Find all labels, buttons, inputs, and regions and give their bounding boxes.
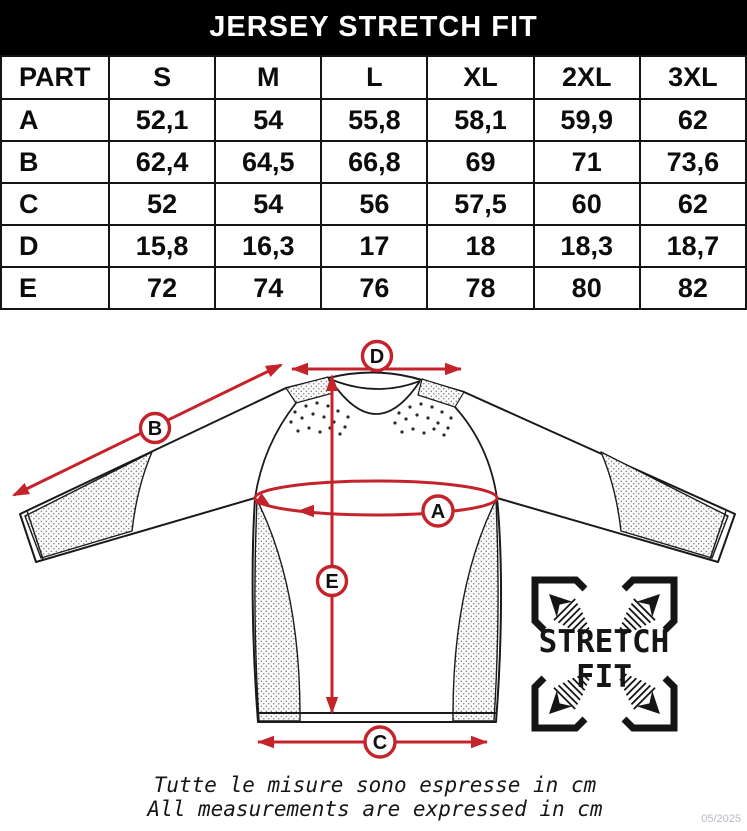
size-table — [0, 55, 747, 310]
measure-label-a — [423, 496, 453, 526]
measurement-cell: 57,5 — [427, 183, 533, 225]
logo-text-line1: STRETCH — [538, 624, 670, 660]
svg-text:C: C — [372, 732, 388, 754]
measurement-cell: 69 — [427, 141, 533, 183]
measurement-cell: 54 — [215, 183, 321, 225]
measurement-cell: 62,4 — [109, 141, 215, 183]
measurement-cell: 52 — [109, 183, 215, 225]
chart-title: JERSEY STRETCH FIT — [209, 11, 538, 43]
measurement-cell: 16,3 — [215, 225, 321, 267]
jersey-diagram-area — [0, 319, 747, 831]
measurement-cell: 18,7 — [640, 225, 746, 267]
size-row-b — [1, 141, 746, 183]
part-label-cell: A — [1, 99, 109, 141]
measurement-cell: 15,8 — [109, 225, 215, 267]
size-header-row — [1, 56, 746, 99]
svg-text:E: E — [325, 571, 339, 593]
size-header-cell: L — [321, 56, 427, 99]
measurement-cell: 66,8 — [321, 141, 427, 183]
size-header-cell: XL — [427, 56, 533, 99]
measurement-cell: 59,9 — [534, 99, 640, 141]
svg-text:A: A — [430, 501, 446, 523]
size-row-d — [1, 225, 746, 267]
jersey-diagram — [0, 319, 747, 831]
note-english: All measurements are expressed in cm — [147, 797, 603, 821]
measurement-cell: 18,3 — [534, 225, 640, 267]
svg-text:D: D — [369, 346, 385, 368]
revision-label: 05/2025 — [701, 813, 741, 825]
measurement-cell: 18 — [427, 225, 533, 267]
measurement-cell: 62 — [640, 183, 746, 225]
measure-label-e — [318, 567, 347, 596]
measurement-cell: 80 — [534, 267, 640, 309]
part-label-cell: B — [1, 141, 109, 183]
size-row-e — [1, 267, 746, 309]
chart-title-bar — [0, 0, 747, 55]
logo-text-line2: FIT — [576, 659, 632, 695]
measurement-cell: 78 — [427, 267, 533, 309]
measurement-cell: 58,1 — [427, 99, 533, 141]
part-label-cell: E — [1, 267, 109, 309]
measurement-cell: 73,6 — [640, 141, 746, 183]
measurement-cell: 52,1 — [109, 99, 215, 141]
measure-label-c — [365, 727, 395, 757]
measurement-cell: 55,8 — [321, 99, 427, 141]
note-italian: Tutte le misure sono espresse in cm — [153, 773, 597, 797]
measurement-cell: 82 — [640, 267, 746, 309]
size-header-cell: M — [215, 56, 321, 99]
size-header-cell: 2XL — [534, 56, 640, 99]
measurement-cell: 56 — [321, 183, 427, 225]
measurement-cell: 60 — [534, 183, 640, 225]
measure-label-d — [363, 342, 392, 371]
size-header-cell: 3XL — [640, 56, 746, 99]
measurement-cell: 64,5 — [215, 141, 321, 183]
measurement-cell: 74 — [215, 267, 321, 309]
measurement-cell: 71 — [534, 141, 640, 183]
size-header-cell: S — [109, 56, 215, 99]
size-row-c — [1, 183, 746, 225]
measurement-cell: 62 — [640, 99, 746, 141]
measurement-cell: 17 — [321, 225, 427, 267]
size-row-a — [1, 99, 746, 141]
measurement-cell: 76 — [321, 267, 427, 309]
part-label-cell: C — [1, 183, 109, 225]
measurement-cell: 72 — [109, 267, 215, 309]
measure-label-b — [141, 414, 170, 443]
measurement-cell: 54 — [215, 99, 321, 141]
part-label-cell: D — [1, 225, 109, 267]
svg-text:B: B — [147, 418, 163, 440]
stretch-fit-logo — [535, 580, 674, 728]
part-header-cell: PART — [1, 56, 109, 99]
